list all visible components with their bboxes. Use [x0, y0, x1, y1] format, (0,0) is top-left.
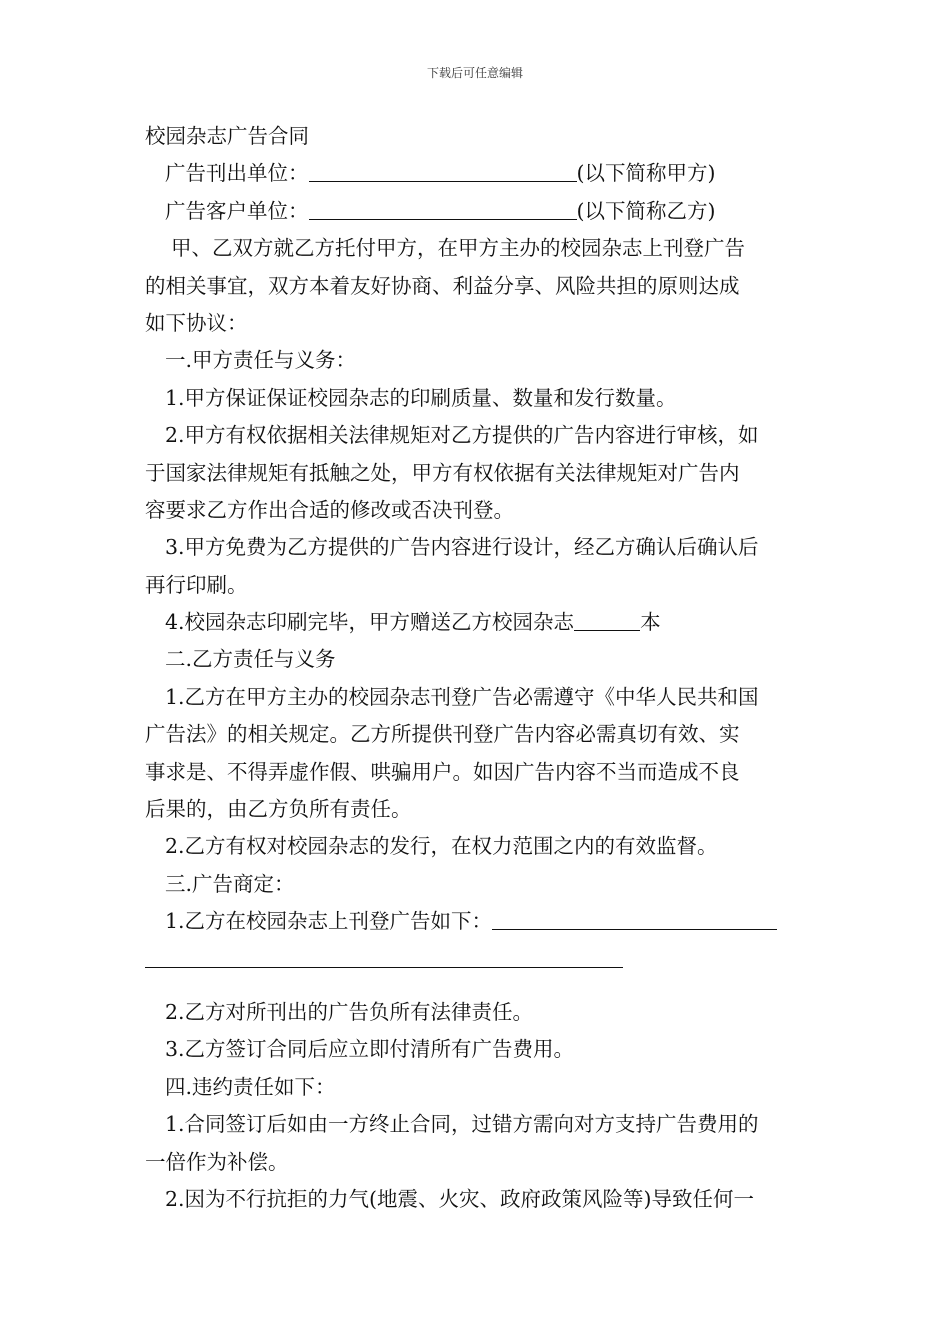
document-title: 校园杂志广告合同: [145, 124, 309, 148]
clause-2-1-cont: 广告法》的相关规定。乙方所提供刊登广告内容必需真切有效、实: [145, 722, 740, 747]
section-heading-2: 二.乙方责任与义务: [165, 647, 336, 672]
section-heading-1: 一.甲方责任与义务：: [165, 348, 357, 373]
clause-3-1-cont: [145, 941, 807, 978]
clause-1-3: 3.甲方免费为乙方提供的广告内容进行设计，经乙方确认后确认后: [165, 535, 759, 560]
party-a-blank[interactable]: [309, 155, 577, 182]
clause-3-3: 3.乙方签订合同后应立即付清所有广告费用。: [165, 1037, 575, 1062]
section-heading-3: 三.广告商定：: [165, 871, 295, 896]
clause-4-2: 2.因为不行抗拒的力气(地震、火灾、政府政策风险等)导致任何一: [165, 1186, 755, 1211]
party-b-line: [145, 193, 807, 230]
party-a-label: 广告刊出单位：: [165, 161, 309, 186]
clause-3-2: 2.乙方对所刊出的广告负所有法律责任。: [165, 999, 534, 1024]
header-note: 下载后可任意编辑: [426, 66, 523, 80]
ad-content-blank-cont[interactable]: [145, 941, 623, 968]
clause-2-2: 2.乙方有权对校园杂志的发行，在权力范围之内的有效监督。: [165, 834, 718, 859]
clause-3-1: [145, 903, 807, 940]
intro-line: 甲、乙双方就乙方托付甲方，在甲方主办的校园杂志上刊登广告: [171, 236, 745, 261]
party-b-blank[interactable]: [309, 193, 577, 220]
intro-line: 的相关事宜，双方本着友好协商、利益分享、风险共担的原则达成: [145, 273, 740, 298]
clause-1-4: [145, 604, 807, 641]
clause-1-3-cont: 再行印刷。: [145, 572, 248, 597]
clause-1-4-unit: 本: [640, 610, 661, 635]
contract-body: [145, 118, 807, 1218]
intro-line: 如下协议：: [145, 310, 248, 335]
party-a-suffix: (以下简称甲方): [576, 161, 716, 186]
clause-2-1-cont: 后果的，由乙方负所有责任。: [145, 797, 412, 822]
clause-1-2-cont: 容要求乙方作出合适的修改或否决刊登。: [145, 497, 514, 522]
copies-blank[interactable]: [574, 604, 640, 631]
party-b-suffix: (以下简称乙方): [576, 198, 716, 223]
ad-content-blank[interactable]: [492, 903, 777, 930]
clause-2-1: 1.乙方在甲方主办的校园杂志刊登广告必需遵守《中华人民共和国: [165, 684, 759, 709]
clause-1-1: 1.甲方保证保证校园杂志的印刷质量、数量和发行数量。: [165, 385, 677, 410]
clause-4-1: 1.合同签订后如由一方终止合同，过错方需向对方支持广告费用的: [165, 1112, 759, 1137]
clause-1-4-text: 4.校园杂志印刷完毕，甲方赠送乙方校园杂志: [165, 610, 575, 635]
clause-2-1-cont: 事求是、不得弄虚作假、哄骗用户。如因广告内容不当而造成不良: [145, 759, 740, 784]
party-a-line: [145, 155, 807, 192]
clause-3-1-text: 1.乙方在校园杂志上刊登广告如下：: [165, 909, 493, 934]
paragraph-spacer: [145, 978, 807, 994]
section-heading-4: 四.违约责任如下：: [165, 1074, 336, 1099]
clause-4-1-cont: 一倍作为补偿。: [145, 1149, 289, 1174]
party-b-label: 广告客户单位：: [165, 198, 309, 223]
clause-1-2-cont: 于国家法律规矩有抵触之处，甲方有权依据有关法律规矩对广告内: [145, 460, 740, 485]
clause-1-2: 2.甲方有权依据相关法律规矩对乙方提供的广告内容进行审核，如: [165, 423, 759, 448]
